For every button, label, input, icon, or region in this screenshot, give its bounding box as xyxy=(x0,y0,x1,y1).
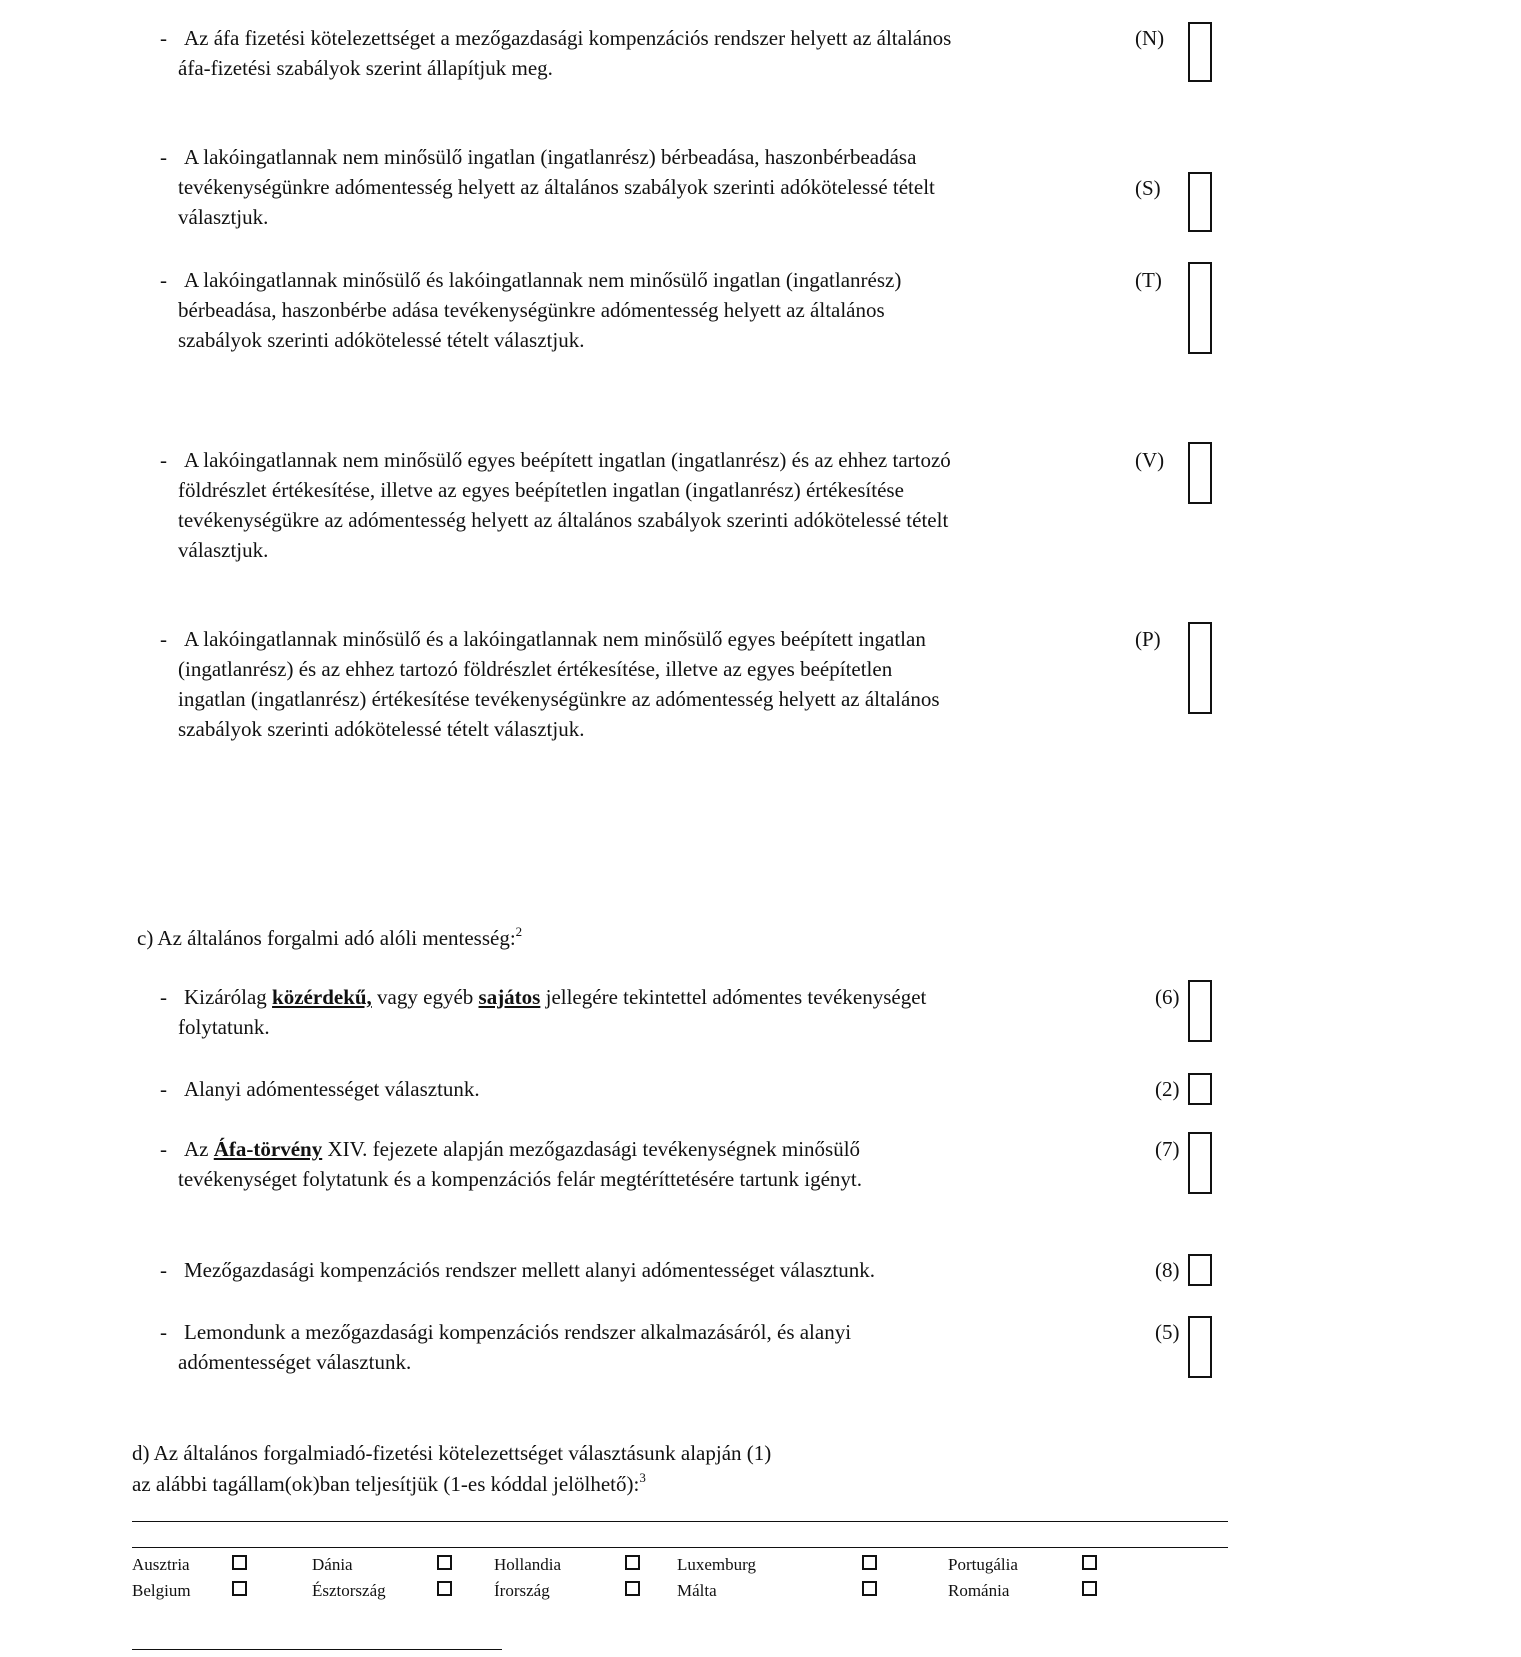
option-5-text: - Lemondunk a mezőgazdasági kompenzációs rendszer alkalmazásáról, és alanyi adómentességet választunk. xyxy=(160,1320,852,1374)
country-checkbox[interactable] xyxy=(437,1555,452,1570)
option-v-checkbox[interactable] xyxy=(1188,442,1212,504)
country-checkbox[interactable] xyxy=(625,1555,640,1570)
option-2-checkbox[interactable] xyxy=(1188,1073,1212,1105)
country-label: Dánia xyxy=(312,1555,353,1574)
country-checkbox[interactable] xyxy=(1082,1581,1097,1596)
kozerdeku-link: közérdekű, xyxy=(272,985,372,1009)
option-n-checkbox[interactable] xyxy=(1188,22,1212,82)
option-8-checkbox[interactable] xyxy=(1188,1254,1212,1286)
table-top-rule xyxy=(132,1521,1228,1522)
country-label: Luxemburg xyxy=(677,1555,757,1574)
country-label: Málta xyxy=(677,1581,717,1600)
option-p-text: - A lakóingatlannak minősülő és a lakóingatlannak nem minősülő egyes beépített ingatlan (ingatlanrész) és az ehhez tartozó földrészlet értékesítése, illetve az egyes beépítetlen ingatlan (ingatlanrész) értékesítése tevékenységünkre az adómentesség helyett az általános szabályok szerinti adókötelessé tételt választjuk. xyxy=(160,627,940,741)
country-checkbox[interactable] xyxy=(232,1581,247,1596)
country-checkbox[interactable] xyxy=(625,1581,640,1596)
country-label: Portugália xyxy=(948,1555,1018,1574)
option-7-code: (7) xyxy=(1155,1137,1180,1161)
country-label: Románia xyxy=(948,1581,1010,1600)
option-p-checkbox[interactable] xyxy=(1188,622,1212,714)
option-t-code: (T) xyxy=(1135,268,1162,292)
option-n-text: - Az áfa fizetési kötelezettséget a mezőgazdasági kompenzációs rendszer helyett az általános áfa-fizetési szabályok szerint állapítjuk meg. xyxy=(160,26,952,80)
option-5-code: (5) xyxy=(1155,1320,1180,1344)
country-label: Írország xyxy=(494,1581,550,1600)
country-label: Észtország xyxy=(312,1581,386,1600)
option-6-text: - Kizárólag közérdekű, vagy egyéb sajátos jellegére tekintettel adómentes tevékenységet folytatunk. xyxy=(160,985,927,1039)
option-t-text: - A lakóingatlannak minősülő és lakóingatlannak nem minősülő ingatlan (ingatlanrész) bérbeadása, haszonbérbe adása tevékenységünkre adómentesség helyett az általános szabályok szerinti adókötelessé tételt választjuk. xyxy=(160,268,902,352)
section-c-heading: c) Az általános forgalmi adó alóli mentesség:$^2$ xyxy=(137,924,523,950)
sajatos-link: sajátos xyxy=(478,985,541,1009)
footnote-separator xyxy=(132,1649,502,1650)
option-8-text: - Mezőgazdasági kompenzációs rendszer mellett alanyi adómentességet választunk. xyxy=(160,1258,875,1282)
country-checkbox[interactable] xyxy=(1082,1555,1097,1570)
option-6-code: (6) xyxy=(1155,985,1180,1009)
option-8-code: (8) xyxy=(1155,1258,1180,1282)
afa-torveny-link: Áfa-törvény xyxy=(213,1137,323,1161)
option-6-checkbox[interactable] xyxy=(1188,980,1212,1042)
option-n-code: (N) xyxy=(1135,26,1165,50)
option-5-checkbox[interactable] xyxy=(1188,1316,1212,1378)
section-d-subheading: az alábbi tagállam(ok)ban teljesítjük (1-es kóddal jelölhető):$^3$ xyxy=(132,1470,646,1496)
option-v-code: (V) xyxy=(1135,448,1165,472)
option-s-text: - A lakóingatlannak nem minősülő ingatlan (ingatlanrész) bérbeadása, haszonbérbeadása tevékenységünkre adómentesség helyett az általános szabályok szerinti adókötelessé tételt választjuk. xyxy=(160,145,935,229)
section-d-heading: d) Az általános forgalmiadó-fizetési kötelezettséget választásunk alapján (1) xyxy=(132,1441,772,1465)
country-label: Ausztria xyxy=(132,1555,190,1574)
country-checkbox[interactable] xyxy=(862,1555,877,1570)
option-s-code: (S) xyxy=(1135,176,1161,200)
option-2-code: (2) xyxy=(1155,1077,1180,1101)
country-checkbox[interactable] xyxy=(232,1555,247,1570)
country-checkbox[interactable] xyxy=(862,1581,877,1596)
option-s-checkbox[interactable] xyxy=(1188,172,1212,232)
country-label: Belgium xyxy=(132,1581,191,1600)
option-t-checkbox[interactable] xyxy=(1188,262,1212,354)
option-7-text: - Az Áfa-törvény XIV. fejezete alapján mezőgazdasági tevékenységnek minősülő tevékenységet folytatunk és a kompenzációs felár megtéríttetésére tartunk igényt. xyxy=(160,1137,862,1191)
option-7-checkbox[interactable] xyxy=(1188,1132,1212,1194)
country-checkbox[interactable] xyxy=(437,1581,452,1596)
option-2-text: - Alanyi adómentességet választunk. xyxy=(160,1077,480,1101)
table-header-rule xyxy=(132,1547,1228,1548)
option-p-code: (P) xyxy=(1135,627,1161,651)
country-label: Hollandia xyxy=(494,1555,562,1574)
option-v-text: - A lakóingatlannak nem minősülő egyes beépített ingatlan (ingatlanrész) és az ehhez tartozó földrészlet értékesítése, illetve az egyes beépítetlen ingatlan (ingatlanrész) értékesítése tevékenységükre az adómentesség helyett az általános szabályok szerinti adókötelessé tételt választjuk. xyxy=(160,448,951,562)
